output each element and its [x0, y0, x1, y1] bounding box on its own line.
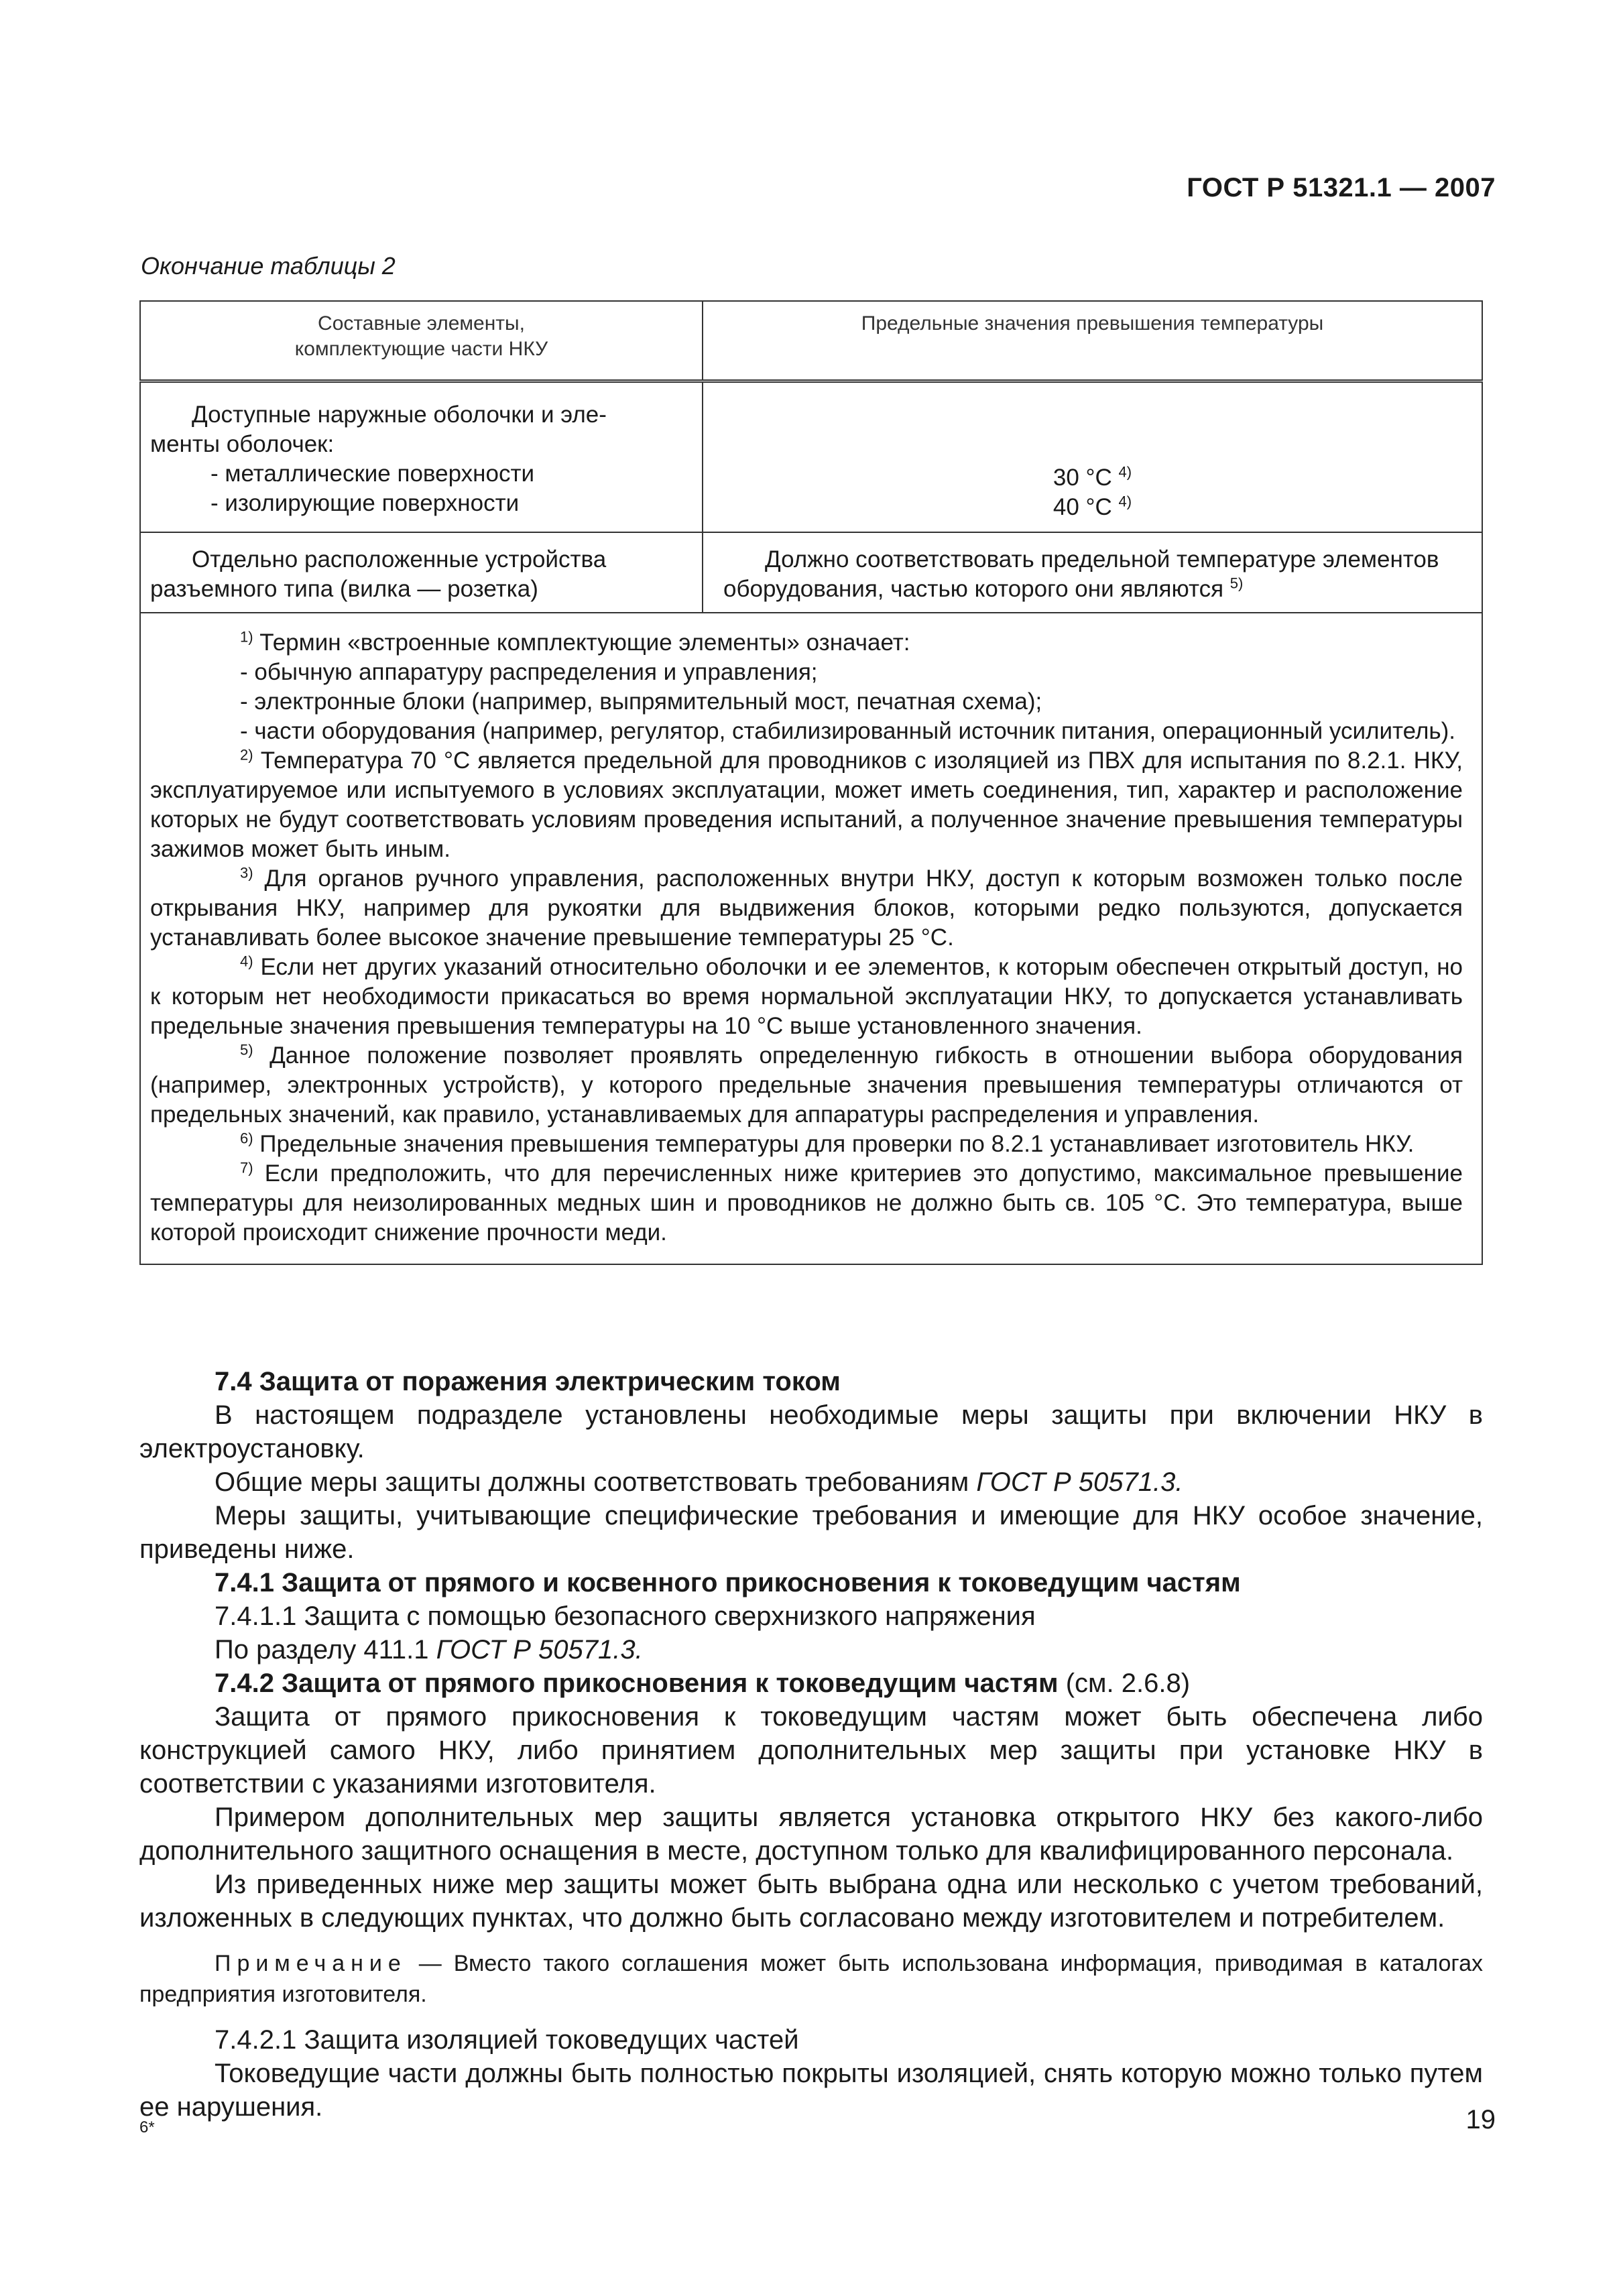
table-row: [140, 381, 1482, 533]
footnote-1-item: - электронные блоки (например, выпрямительный мост, печатная схема);: [240, 688, 1042, 715]
paragraph: В настоящем подразделе установлены необходимые меры защиты при включении НКУ в электроустановку.: [139, 1400, 1483, 1463]
temperature-limits-table: [139, 300, 1483, 1265]
footnote-3: $^{3)}$ Для органов ручного управления, расположенных внутри НКУ, доступ к которым возможен только после открывания НКУ, например для рукоятки для выдвижения блоков, которыми редко пользуются, допускается устанавливать более высокое значение превышение температуры 25 °С.: [150, 864, 1463, 951]
paragraph: Общие меры защиты должны соответствовать требованиям ГОСТ Р 50571.3.: [215, 1467, 1183, 1497]
paragraph: Защита от прямого прикосновения к токоведущим частям может быть обеспечена либо конструкцией самого НКУ, либо принятием дополнительных мер защиты при установке НКУ в соответствии с указаниями изготовителя.: [139, 1702, 1483, 1799]
footnote-4: $^{4)}$ Если нет других указаний относительно оболочки и ее элементов, к которым обеспечен открытый доступ, но к которым нет необходимости прикасаться во время нормальной эксплуатации НКУ, то допускается устанавливать предельные значения превышения температуры на 10 °С выше установленного значения.: [150, 953, 1463, 1039]
page-number: 19: [1465, 2105, 1496, 2134]
row1-component-cell: Доступные наружные оболочки и эле- менты оболочек: - металлические поверхности - изолирующие поверхности: [140, 381, 703, 533]
section-body: [139, 1365, 1483, 2124]
row1-value-cell: 30 °С $^{4)}$ 40 °С $^{4)}$: [703, 381, 1482, 533]
note: Примечание — Вместо такого соглашения может быть использована информация, приводимая в каталогах предприятия изготовителя.: [139, 1951, 1483, 2007]
table-footnotes: [140, 613, 1482, 1264]
sheet-mark: 6*: [139, 2118, 155, 2136]
col2-header: Предельные значения превышения температуры: [703, 301, 1482, 381]
table-row: [140, 532, 1482, 613]
footnote-1-item: - обычную аппаратуру распределения и управления;: [240, 659, 818, 685]
paragraph: Из приведенных ниже мер защиты может быть выбрана одна или несколько с учетом требований, изложенных в следующих пунктах, что должно быть согласовано между изготовителем и потребителем.: [139, 1870, 1483, 1933]
paragraph: По разделу 411.1 ГОСТ Р 50571.3.: [215, 1635, 643, 1665]
row2-component-cell: Отдельно расположенные устройства разъемного типа (вилка — розетка): [140, 532, 703, 613]
section-heading-7-4: 7.4 Защита от поражения электрическим током: [215, 1367, 841, 1396]
subsection-7-4-2-1: 7.4.2.1 Защита изоляцией токоведущих частей: [215, 2025, 799, 2055]
paragraph: Примером дополнительных мер защиты является установка открытого НКУ без какого-либо дополнительного защитного оснащения в месте, доступном только для квалифицированного персонала.: [139, 1803, 1483, 1866]
footnote-1-item: - части оборудования (например, регулятор, стабилизированный источник питания, операционный усилитель).: [240, 718, 1456, 744]
section-heading-7-4-2: 7.4.2 Защита от прямого прикосновения к токоведущим частям (см. 2.6.8): [215, 1669, 1191, 1698]
footnote-5: $^{5)}$ Данное положение позволяет проявлять определенную гибкость в отношении выбора оборудования (например, электронных устройств), у которого предельные значения превышения температуры отличаются от предельных значений, как правило, устанавливаемых для аппаратуры распределения и управления.: [150, 1041, 1463, 1128]
gost-reference: ГОСТ Р 50571.3.: [976, 1467, 1183, 1497]
footnote-1: $^{1)}$ Термин «встроенные комплектующие элементы» означает:: [240, 628, 910, 656]
table-notes-row: [140, 613, 1482, 1264]
col1-header: Составные элементы, комплектующие части НКУ: [140, 301, 703, 381]
document-code: ГОСТ Р 51321.1 — 2007: [1187, 173, 1496, 202]
note-label: Примечание: [215, 1951, 407, 1976]
footnote-6: $^{6)}$ Предельные значения превышения температуры для проверки по 8.2.1 устанавливает изготовитель НКУ.: [240, 1130, 1415, 1157]
row2-value-cell: Должно соответствовать предельной температуре элементов оборудования, частью которого они являются $^{5)}$: [703, 532, 1482, 613]
table-caption: Окончание таблицы 2: [141, 252, 396, 280]
gost-reference: ГОСТ Р 50571.3.: [436, 1635, 643, 1665]
footnote-2: $^{2)}$ Температура 70 °С является предельной для проводников с изоляцией из ПВХ для испытания по 8.2.1. НКУ, эксплуатируемое или испытуемого в условиях эксплуатации, может иметь соединения, тип, характер и расположение которых не будут соответствовать условиям проведения испытаний, а полученное значение превышения температуры зажимов может быть иным.: [150, 746, 1463, 862]
table-header-row: [140, 301, 1482, 381]
paragraph: Токоведущие части должны быть полностью покрыты изоляцией, снять которую можно только путем ее нарушения.: [139, 2059, 1483, 2122]
section-heading-7-4-1: 7.4.1 Защита от прямого и косвенного прикосновения к токоведущим частям: [215, 1568, 1241, 1597]
paragraph: Меры защиты, учитывающие специфические требования и имеющие для НКУ особое значение, приведены ниже.: [139, 1501, 1483, 1564]
footnote-7: $^{7)}$ Если предположить, что для перечисленных ниже критериев это допустимо, максимальное превышение температуры для неизолированных медных шин и проводников не должно быть св. 105 °С. Это температура, выше которой происходит снижение прочности меди.: [150, 1159, 1463, 1246]
subsection-7-4-1-1: 7.4.1.1 Защита с помощью безопасного сверхнизкого напряжения: [215, 1602, 1036, 1631]
